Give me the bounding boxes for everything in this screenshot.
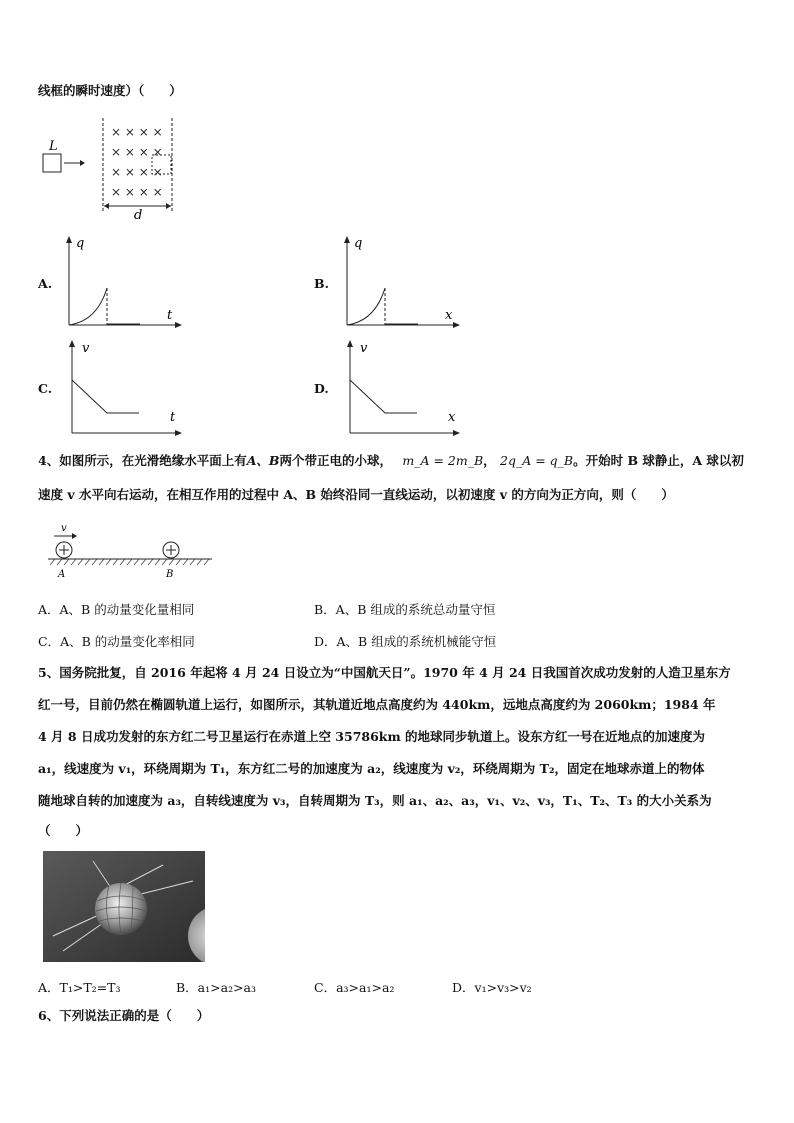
q3-graph-b-x: x [445, 308, 453, 323]
q3-graph-a-y: q [76, 236, 85, 251]
q4-formula-charge: 2q_A = q_B [500, 453, 574, 468]
q4-label-B: B [166, 569, 174, 580]
q3-option-c-label[interactable]: C. [38, 381, 53, 396]
q4-label-v: v [61, 523, 67, 534]
q5-stem-line6: （ ） [38, 823, 89, 838]
q3-graph-b-y: q [354, 236, 363, 251]
q3-option-a-label[interactable]: A. [38, 276, 53, 291]
q4-stem-line1: 4、如图所示，在光滑绝缘水平面上有A、B两个带正电的小球， m_A = 2m_B， 2q_A = q_B。开始时 B 球静止，A 球以初 [38, 453, 744, 468]
q3-graph-a[interactable] [62, 233, 192, 333]
q3-graph-a-x: t [167, 308, 173, 323]
q4-option-d[interactable]: D．A、B 组成的系统机械能守恒 [314, 634, 497, 649]
q3-label-L: L [49, 139, 58, 154]
q3-question-tail: 线框的瞬时速度）（ ） [38, 83, 182, 98]
q5-option-a[interactable]: A．T₁>T₂=T₃ [38, 980, 121, 995]
q3-label-d: d [134, 208, 143, 222]
q5-option-b[interactable]: B．a₁>a₂>a₃ [176, 980, 257, 995]
q3-graph-b[interactable] [340, 233, 470, 333]
q3-option-d-label[interactable]: D. [314, 381, 329, 396]
q4-figure [44, 521, 224, 581]
q3-graph-d[interactable] [340, 337, 470, 437]
q5-stem-line5: 随地球自转的加速度为 a₃，自转线速度为 v₃，自转周期为 T₃，则 a₁、a₂、a₃，v₁、v₂、v₃，T₁、T₂、T₃ 的大小关系为 [38, 793, 712, 808]
q6-stem: 6、下列说法正确的是（ ） [38, 1008, 210, 1023]
q4-label-A: A [58, 569, 66, 580]
q4-stem-line2: 速度 v 水平向右运动，在相互作用的过程中 A、B 始终沿同一直线运动，以初速度 v 的方向为正方向，则（ ） [38, 487, 674, 502]
svg-text:× × × ×: × × × × [111, 125, 163, 139]
q3-option-b-label[interactable]: B. [314, 276, 329, 291]
q3-graph-c-x: t [170, 410, 176, 425]
svg-text:× × × ×: × × × × [111, 145, 163, 159]
q5-option-d[interactable]: D．v₁>v₃>v₂ [452, 980, 532, 995]
q3-graph-c[interactable] [62, 337, 192, 437]
q4-option-b[interactable]: B．A、B 组成的系统总动量守恒 [314, 602, 496, 617]
q5-stem-line3: 4 月 8 日成功发射的东方红二号卫星运行在赤道上空 35786km 的地球同步轨道上。设东方红一号在近地点的加速度为 [38, 729, 706, 744]
q4-option-a[interactable]: A．A、B 的动量变化量相同 [38, 602, 195, 617]
q4-formula-mass: m_A = 2m_B [402, 453, 484, 468]
q5-stem-line4: a₁，线速度为 v₁，环绕周期为 T₁，东方红二号的加速度为 a₂，线速度为 v₂，环绕周期为 T₂，固定在地球赤道上的物体 [38, 761, 705, 776]
q5-stem-line2: 红一号，目前仍然在椭圆轨道上运行，如图所示，其轨道近地点高度约为 440km，远地点高度约为 2060km；1984 年 [38, 697, 716, 712]
q3-graph-c-y: v [82, 341, 90, 356]
q5-stem-line1: 5、国务院批复，自 2016 年起将 4 月 24 日设立为“中国航天日”。1970 年 4 月 24 日我国首次成功发射的人造卫星东方 [38, 665, 731, 680]
q3-graph-d-y: v [360, 341, 368, 356]
q5-option-c[interactable]: C．a₃>a₁>a₂ [314, 980, 395, 995]
svg-text:× × × ×: × × × × [111, 165, 163, 179]
magnetic-field-crosses [111, 125, 163, 199]
q3-magnetic-field-figure [38, 112, 238, 222]
svg-text:× × × ×: × × × × [111, 185, 163, 199]
q5-satellite-photo [43, 851, 205, 962]
q3-graph-d-x: x [448, 410, 456, 425]
q4-option-c[interactable]: C．A、B 的动量变化率相同 [38, 634, 195, 649]
